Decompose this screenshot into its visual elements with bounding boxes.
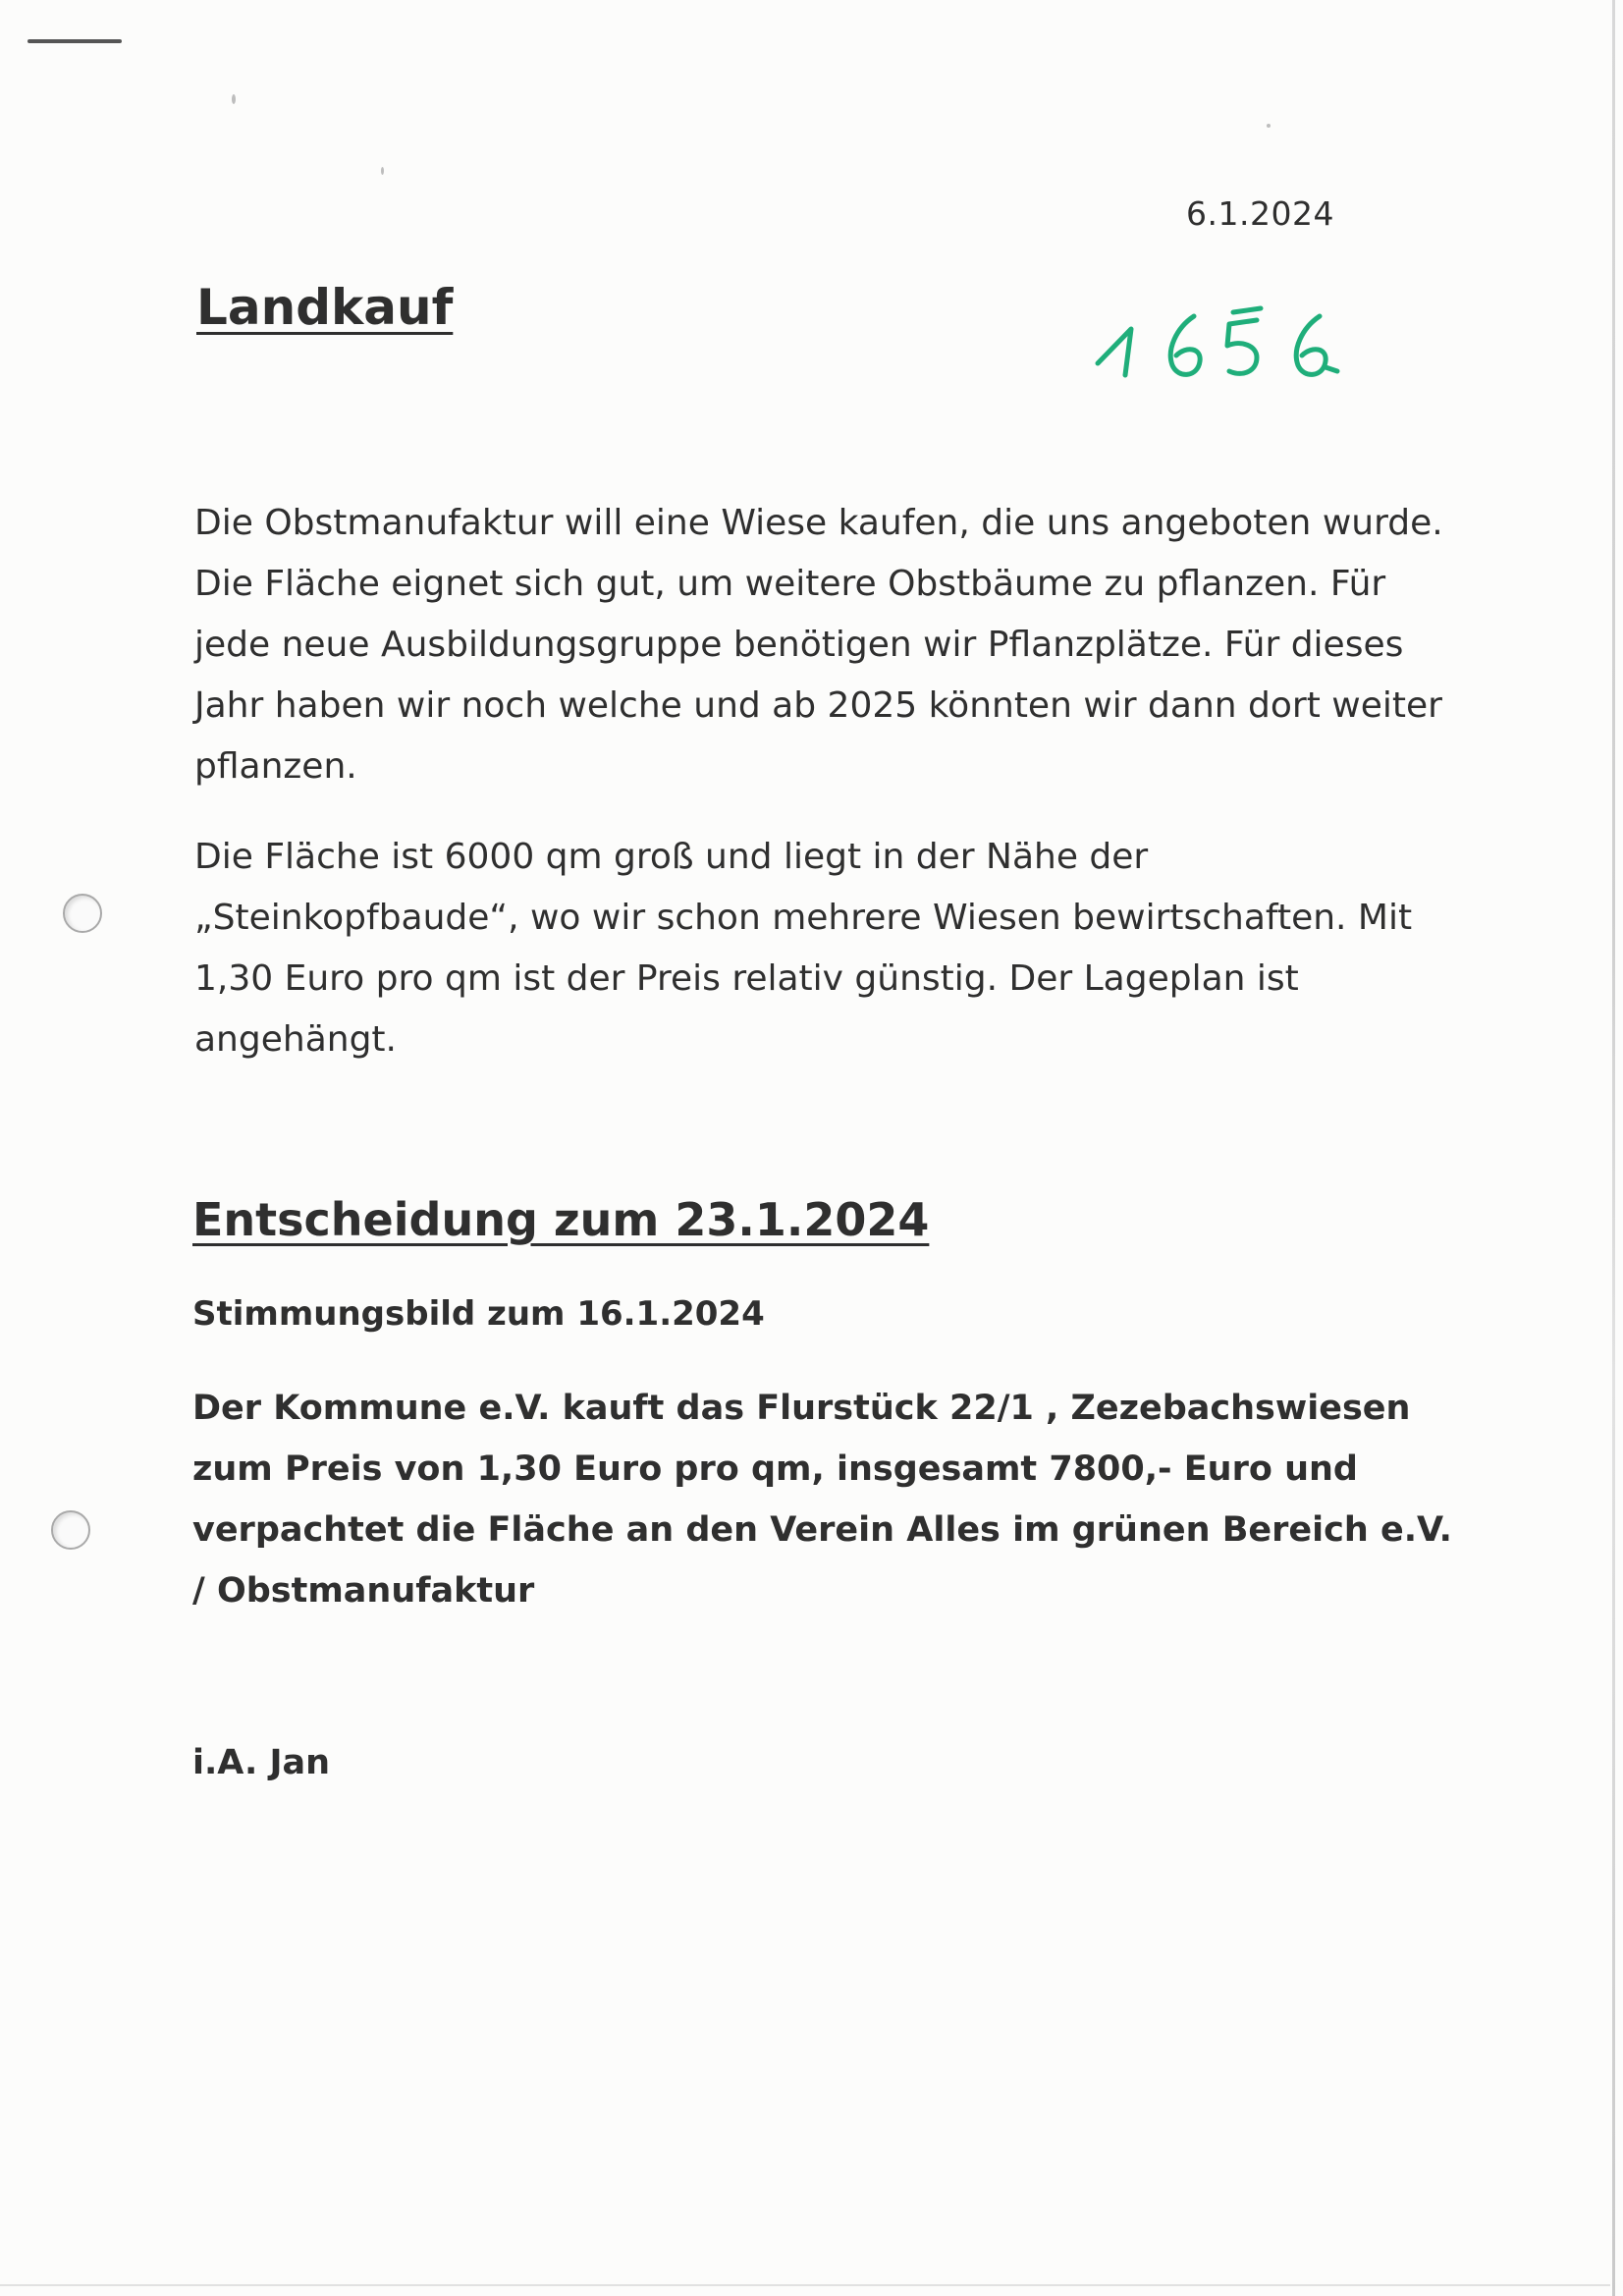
resolution-text: Der Kommune e.V. kauft das Flurstück 22/1 , Zezebachswiesen zum Preis von 1,30 Euro pro qm, insgesamt 7800,- Euro und verpachtet die Fläche an den Verein Alles im grünen Bereich e.V. / Obstmanufaktur	[192, 1389, 1452, 1611]
handwritten-digit	[1170, 316, 1200, 374]
handwritten-digit	[1227, 308, 1261, 373]
scan-speck	[232, 94, 236, 104]
scan-edge-right	[1612, 0, 1615, 2296]
handwritten-number-1656	[1092, 295, 1367, 403]
page-title: Landkauf	[196, 279, 454, 336]
scan-edge-bottom	[0, 2284, 1610, 2286]
body-paragraph: Die Fläche ist 6000 qm groß und liegt in der Nähe der „Steinkopfbaude“, wo wir schon mehrere Wiesen bewirtschaften. Mit 1,30 Euro pro qm ist der Preis relativ günstig. Der Lageplan ist angehängt.	[194, 837, 1413, 1060]
handwritten-digit	[1098, 329, 1131, 375]
signature: i.A. Jan	[192, 1743, 331, 1782]
mood-line: Stimmungsbild zum 16.1.2024	[192, 1294, 765, 1334]
scan-speck	[381, 167, 384, 175]
punch-hole-icon	[51, 1510, 90, 1550]
body-paragraph: Die Obstmanufaktur will eine Wiese kaufen, die uns angeboten wurde. Die Fläche eignet sich gut, um weitere Obstbäume zu pflanzen. Für jede neue Ausbildungsgruppe benötigen wir Pflanzplätze. Für dieses Jahr haben wir noch welche und ab 2025 könnten wir dann dort weiter pflanzen.	[194, 503, 1443, 787]
punch-hole-icon	[63, 894, 102, 933]
scan-speck	[1267, 124, 1271, 128]
decision-heading: Entscheidung zum 23.1.2024	[192, 1193, 930, 1246]
staple-mark	[27, 39, 122, 43]
document-date: 6.1.2024	[1186, 194, 1334, 233]
handwritten-digit	[1296, 316, 1337, 374]
